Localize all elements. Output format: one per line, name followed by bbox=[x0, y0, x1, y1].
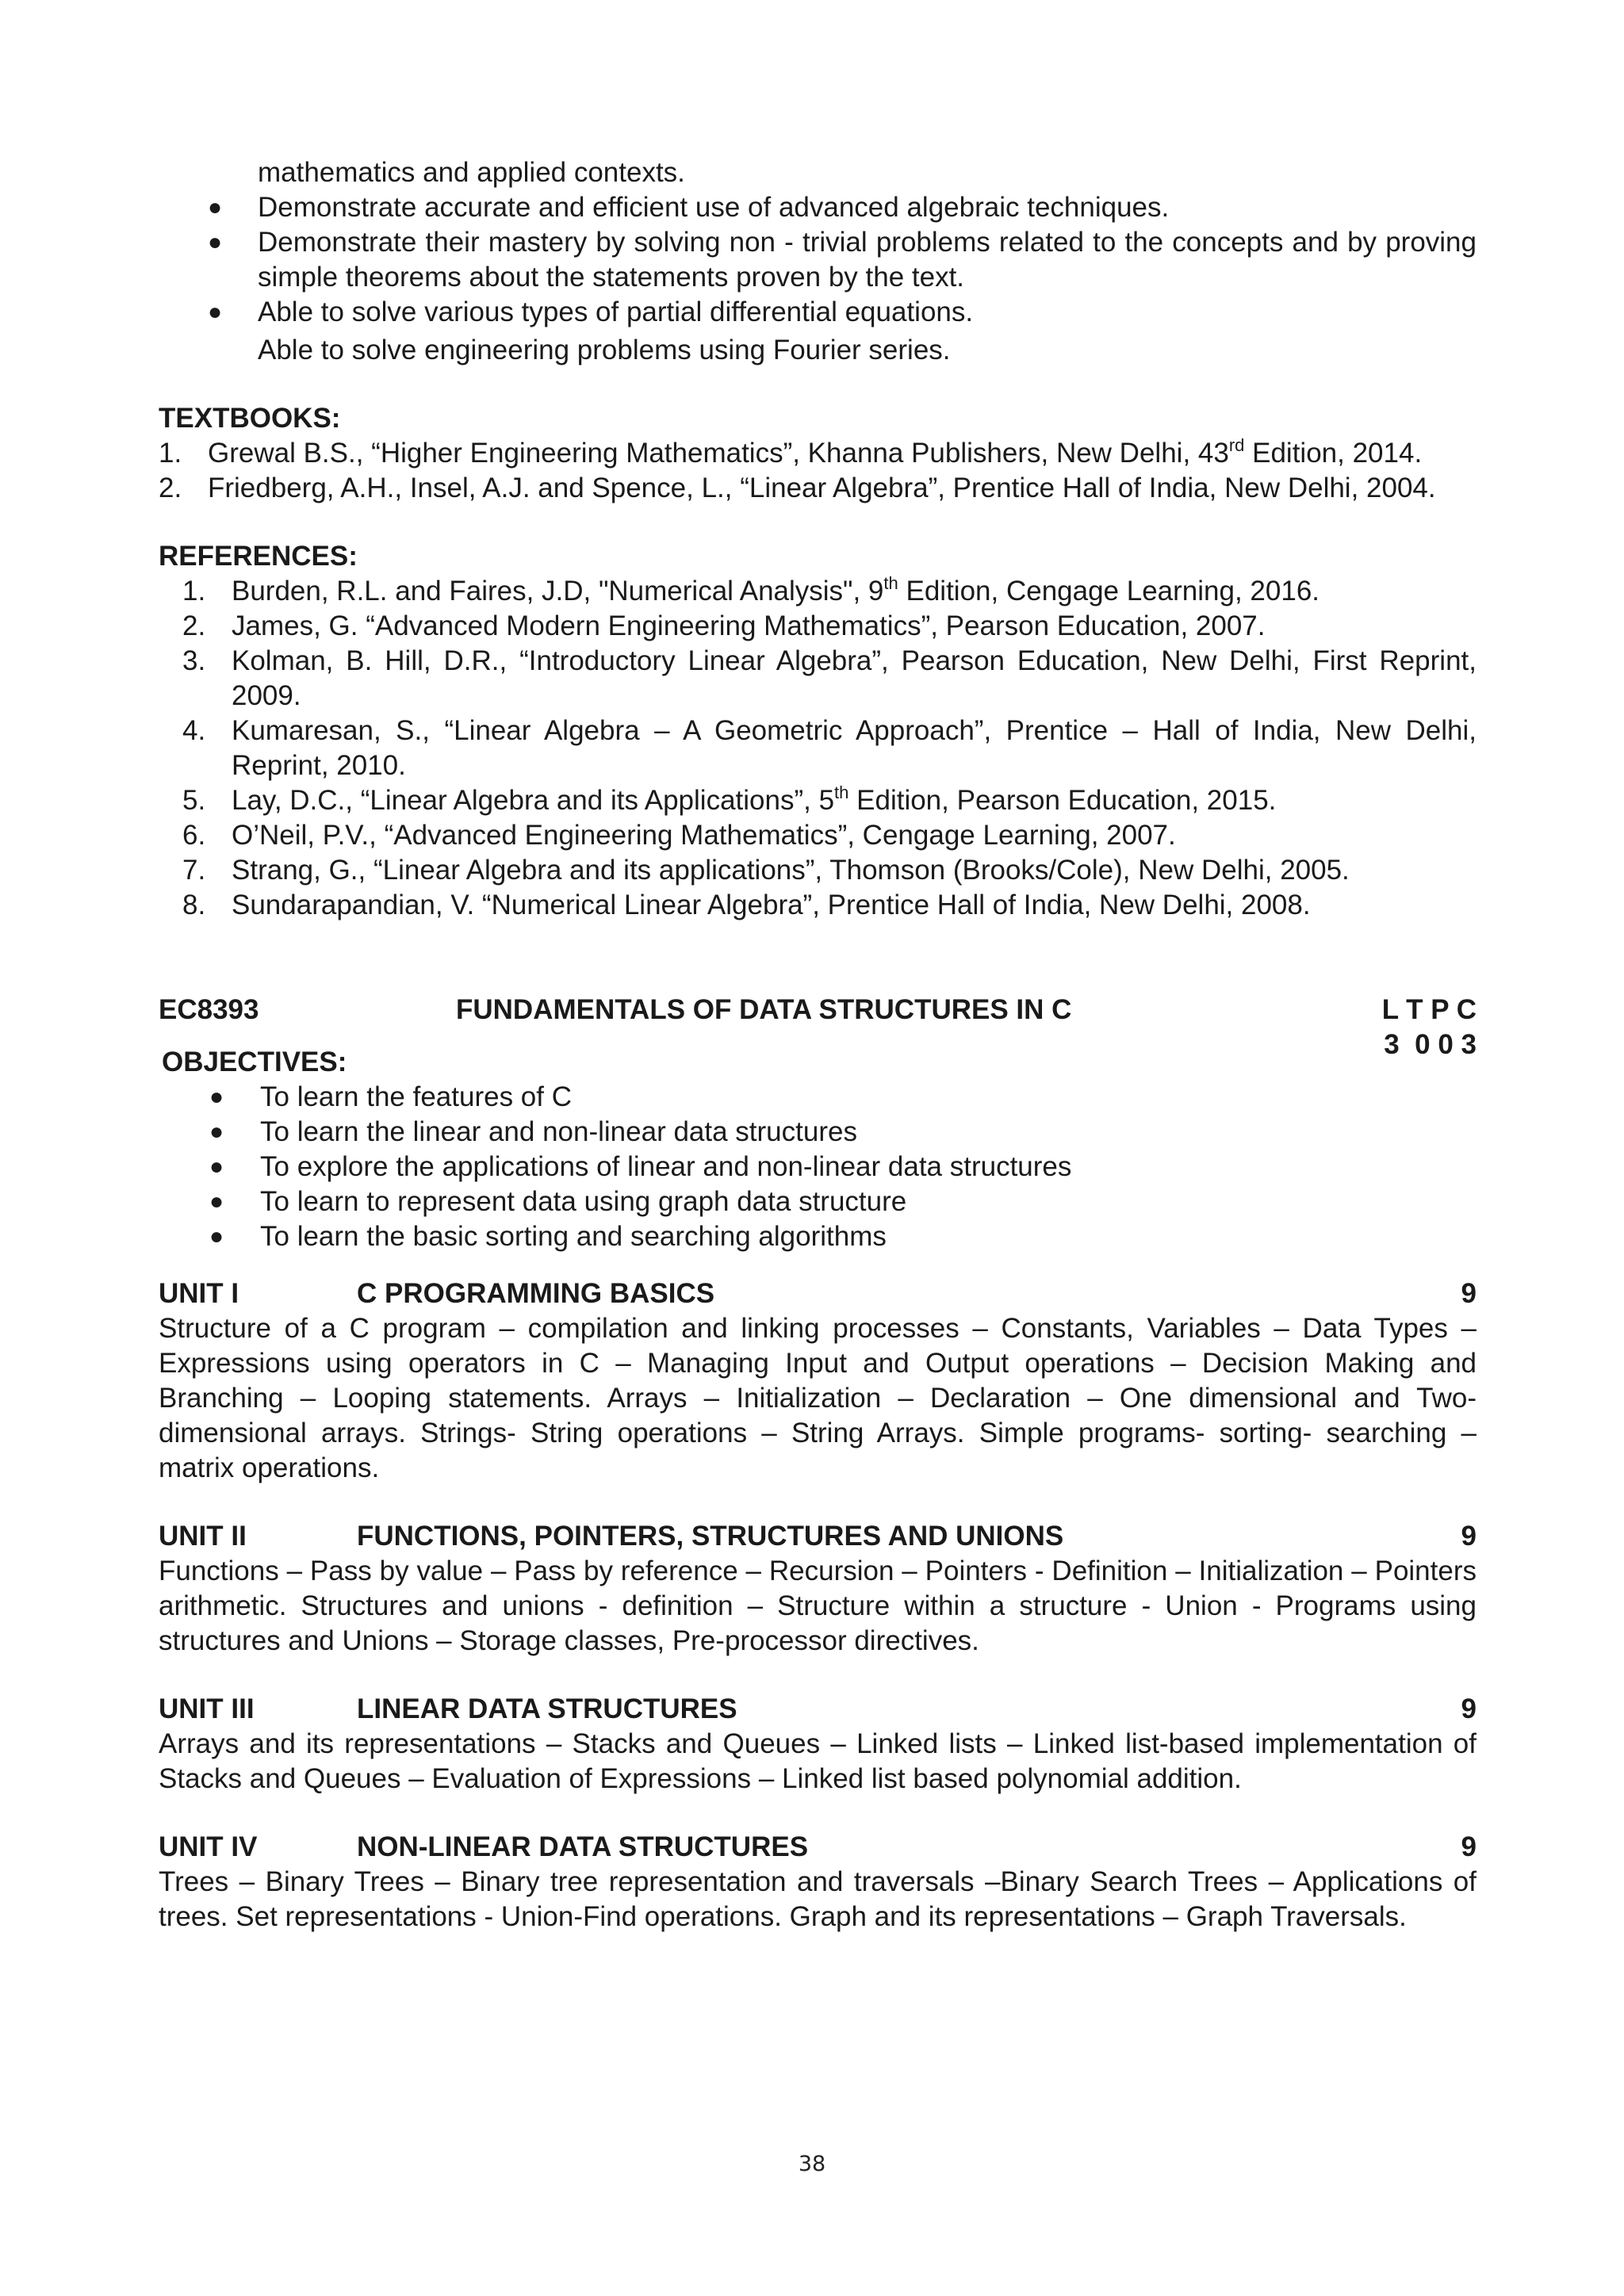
textbooks-heading: TEXTBOOKS: bbox=[159, 403, 341, 434]
outcomes-section bbox=[159, 155, 1477, 368]
outcome-last-line: Able to solve engineering problems using Fourier series. bbox=[258, 335, 951, 365]
references-heading: REFERENCES: bbox=[159, 541, 358, 572]
unit-code: UNIT IV bbox=[159, 1831, 258, 1862]
course-title: FUNDAMENTALS OF DATA STRUCTURES IN C bbox=[456, 994, 1072, 1025]
unit-hours: 9 bbox=[1461, 1693, 1477, 1724]
reference-item-text: Kumaresan, S., “Linear Algebra – A Geometric Approach”, Prentice – Hall of India, New Delhi, Reprint, 2010. bbox=[232, 715, 1477, 781]
objective-item bbox=[159, 1150, 1477, 1184]
unit-title: LINEAR DATA STRUCTURES bbox=[357, 1693, 737, 1724]
unit-section bbox=[159, 1692, 1477, 1797]
textbook-item-text-end: Edition, 2014. bbox=[1244, 438, 1423, 469]
unit-section bbox=[159, 1830, 1477, 1934]
unit-hours: 9 bbox=[1461, 1278, 1477, 1309]
objective-text: To learn to represent data using graph data structure bbox=[260, 1186, 907, 1217]
reference-item bbox=[159, 888, 1477, 923]
objectives-heading: OBJECTIVES: bbox=[162, 1047, 347, 1077]
course-header bbox=[159, 993, 1477, 1062]
unit-body: Arrays and its representations – Stacks and Queues – Linked lists – Linked list-based implementation of Stacks and Queues – Evaluation of Expressions – Linked list based polynomial addition. bbox=[159, 1728, 1477, 1794]
outcome-bullet: ● Able to solve various types of partial differential equations. bbox=[159, 295, 1477, 330]
ltpc-values: 3 0 0 3 bbox=[1384, 1029, 1477, 1060]
reference-item bbox=[159, 783, 1477, 818]
textbook-list bbox=[159, 436, 1477, 506]
reference-item-superscript: th bbox=[834, 783, 849, 802]
reference-item-text: Lay, D.C., “Linear Algebra and its Applications”, 5 bbox=[232, 785, 835, 816]
unit-body: Structure of a C program – compilation and linking processes – Constants, Variables – Data Types – Expressions using operators in C – Managing Input and Output operations – Decision Making and Branching – Looping statements. Arrays – Initialization – Declaration – One dimensional and Two-dimensional arrays. Strings- String operations – String Arrays. Simple programs- sorting- searching – matrix operations. bbox=[159, 1313, 1477, 1483]
unit-section bbox=[159, 1519, 1477, 1659]
references-section bbox=[159, 539, 1477, 923]
unit-code: UNIT III bbox=[159, 1693, 255, 1724]
units-section bbox=[159, 1276, 1477, 1934]
reference-item bbox=[159, 574, 1477, 609]
unit-title: C PROGRAMMING BASICS bbox=[357, 1278, 715, 1309]
reference-item bbox=[159, 714, 1477, 783]
reference-item bbox=[159, 818, 1477, 853]
course-code: EC8393 bbox=[159, 994, 259, 1025]
unit-title: NON-LINEAR DATA STRUCTURES bbox=[357, 1831, 809, 1862]
reference-item bbox=[159, 853, 1477, 888]
textbooks-section bbox=[159, 401, 1477, 506]
objective-text: To learn the features of C bbox=[260, 1081, 572, 1112]
objective-text: To learn the basic sorting and searching algorithms bbox=[260, 1221, 887, 1252]
bullet-icon: ● bbox=[209, 1084, 224, 1110]
objective-item bbox=[159, 1219, 1477, 1254]
reference-item-number: 3. bbox=[182, 645, 206, 676]
page-content bbox=[159, 155, 1477, 1934]
textbook-item-number: 2. bbox=[159, 473, 182, 503]
unit-heading bbox=[159, 1519, 1477, 1554]
reference-item-text-end: Edition, Cengage Learning, 2016. bbox=[898, 576, 1320, 607]
bullet-icon: ● bbox=[209, 1154, 224, 1180]
bullet-icon: ● bbox=[209, 1119, 224, 1145]
reference-item-text: Sundarapandian, V. “Numerical Linear Algebra”, Prentice Hall of India, New Delhi, 2008. bbox=[232, 890, 1311, 920]
reference-item-text: Burden, R.L. and Faires, J.D, "Numerical Analysis", 9 bbox=[232, 576, 884, 607]
unit-heading bbox=[159, 1276, 1477, 1311]
outcome-bullet: ● Demonstrate accurate and efficient use of advanced algebraic techniques. bbox=[159, 190, 1477, 225]
unit-title: FUNCTIONS, POINTERS, STRUCTURES AND UNIONS bbox=[357, 1521, 1064, 1552]
reference-item-text: Strang, G., “Linear Algebra and its applications”, Thomson (Brooks/Cole), New Delhi, 2005. bbox=[232, 855, 1350, 886]
unit-body: Functions – Pass by value – Pass by reference – Recursion – Pointers - Definition – Initialization – Pointers arithmetic. Structures and unions - definition – Structure within a structure - Union - Programs using structures and Unions – Storage classes, Pre-processor directives. bbox=[159, 1556, 1477, 1656]
objective-list bbox=[159, 1080, 1477, 1254]
bullet-icon: ● bbox=[209, 1223, 224, 1249]
reference-item-number: 1. bbox=[182, 576, 206, 607]
objective-item bbox=[159, 1080, 1477, 1115]
outcome-bullet-list bbox=[159, 190, 1477, 330]
reference-item-number: 5. bbox=[182, 785, 206, 816]
reference-item-number: 7. bbox=[182, 855, 206, 886]
textbook-item bbox=[159, 436, 1477, 471]
unit-code: UNIT II bbox=[159, 1521, 247, 1552]
bullet-icon: ● bbox=[209, 1188, 224, 1215]
textbook-item-superscript: rd bbox=[1228, 435, 1245, 455]
unit-section bbox=[159, 1276, 1477, 1486]
unit-code: UNIT I bbox=[159, 1278, 239, 1309]
bullet-icon: ● bbox=[208, 194, 223, 220]
objective-text: To learn the linear and non-linear data structures bbox=[260, 1116, 857, 1147]
reference-item-text: O’Neil, P.V., “Advanced Engineering Mathematics”, Cengage Learning, 2007. bbox=[232, 820, 1176, 851]
objectives-section bbox=[159, 1045, 1477, 1254]
reference-item bbox=[159, 609, 1477, 644]
reference-item-text: Kolman, B. Hill, D.R., “Introductory Linear Algebra”, Pearson Education, New Delhi, First Reprint, 2009. bbox=[232, 645, 1477, 711]
course-title-row bbox=[159, 993, 1477, 1027]
unit-hours: 9 bbox=[1461, 1831, 1477, 1862]
unit-heading bbox=[159, 1692, 1477, 1727]
reference-item-number: 4. bbox=[182, 715, 206, 746]
unit-heading bbox=[159, 1830, 1477, 1865]
unit-hours: 9 bbox=[1461, 1521, 1477, 1552]
page-number: 38 bbox=[798, 2152, 826, 2176]
textbook-item-number: 1. bbox=[159, 438, 182, 469]
reference-item-text-end: Edition, Pearson Education, 2015. bbox=[848, 785, 1277, 816]
reference-item-number: 2. bbox=[182, 610, 206, 641]
reference-item-number: 6. bbox=[182, 820, 206, 851]
objective-text: To explore the applications of linear and non-linear data structures bbox=[260, 1151, 1072, 1182]
reference-item-superscript: th bbox=[883, 573, 898, 593]
ltpc-labels: L T P C bbox=[1381, 994, 1477, 1025]
reference-item-text: James, G. “Advanced Modern Engineering Mathematics”, Pearson Education, 2007. bbox=[232, 610, 1266, 641]
textbook-item-text: Grewal B.S., “Higher Engineering Mathematics”, Khanna Publishers, New Delhi, 43 bbox=[208, 438, 1229, 469]
textbook-item bbox=[159, 471, 1477, 506]
outcome-continued-line: mathematics and applied contexts. bbox=[258, 157, 685, 188]
reference-item-number: 8. bbox=[182, 890, 206, 920]
objective-item bbox=[159, 1184, 1477, 1219]
reference-list bbox=[159, 574, 1477, 923]
unit-body: Trees – Binary Trees – Binary tree representation and traversals –Binary Search Trees – Applications of trees. Set representations - Union-Find operations. Graph and its representations – Graph Traversals. bbox=[159, 1866, 1477, 1932]
objective-item bbox=[159, 1115, 1477, 1150]
bullet-icon: ● bbox=[208, 229, 223, 255]
bullet-icon: ● bbox=[208, 299, 223, 325]
course-credit-row bbox=[159, 1027, 1477, 1062]
reference-item bbox=[159, 644, 1477, 714]
textbook-item-text: Friedberg, A.H., Insel, A.J. and Spence, L., “Linear Algebra”, Prentice Hall of India, New Delhi, 2004. bbox=[208, 473, 1436, 503]
outcome-bullet: ● Demonstrate their mastery by solving non - trivial problems related to the concepts and by proving simple theorems about the statements proven by the text. bbox=[208, 227, 1477, 293]
